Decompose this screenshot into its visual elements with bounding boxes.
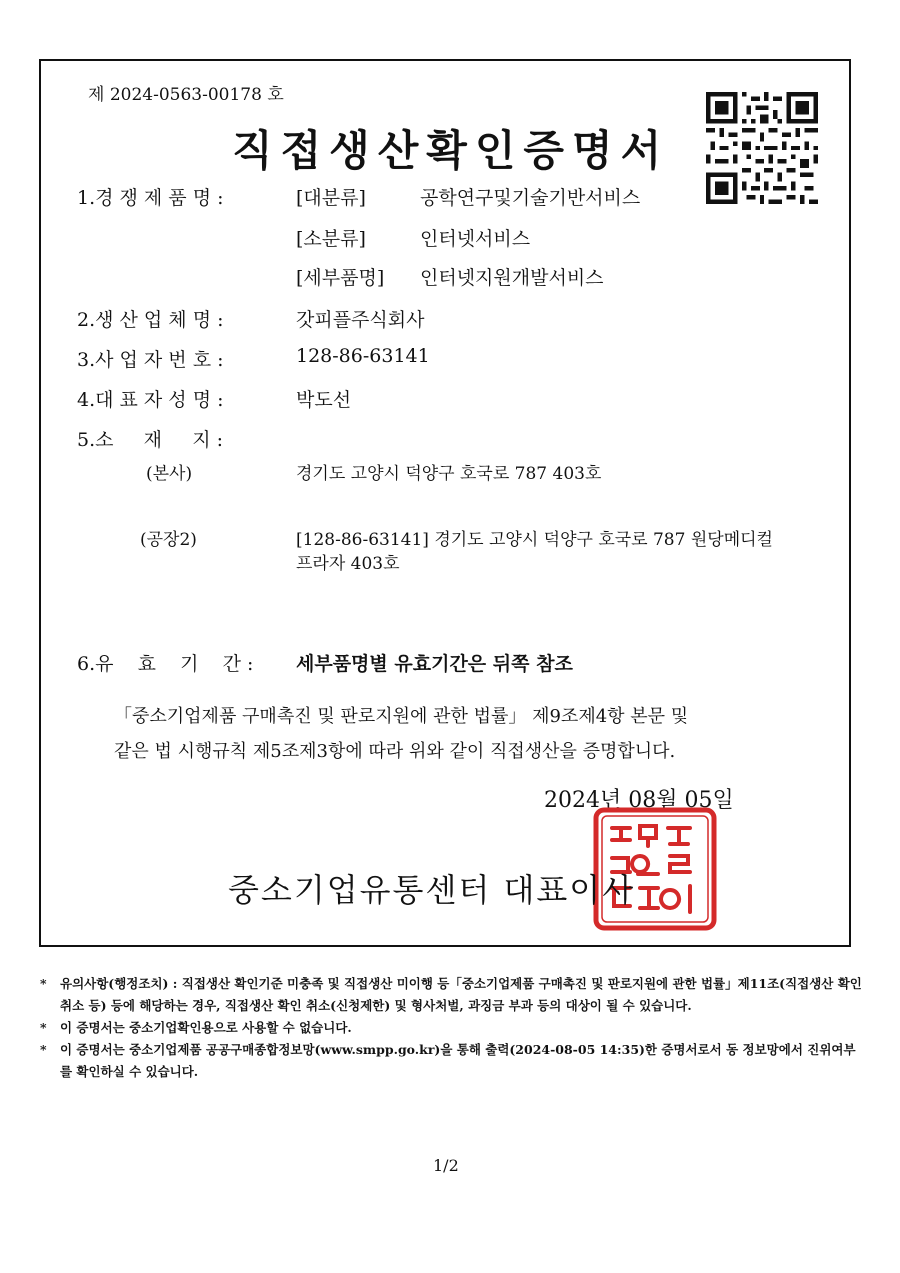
- validity-label: 6.유 효 기 간 :: [77, 653, 254, 675]
- statement-line-2: 같은 법 시행규칙 제5조제3항에 따라 위와 같이 직접생산을 증명합니다.: [114, 741, 676, 762]
- manufacturer-value: 갓피플주식회사: [296, 309, 425, 331]
- notes-section: [40, 973, 865, 1083]
- business-number-label: 3.사 업 자 번 호 :: [77, 349, 224, 371]
- factory-address-line2: 프라자 403호: [296, 554, 400, 574]
- minor-category-value: 인터넷서비스: [420, 228, 531, 250]
- qr-code-icon: [706, 92, 818, 204]
- factory-label: (공장2): [140, 530, 197, 550]
- major-category-tag: [대분류]: [296, 187, 366, 209]
- manufacturer-label: 2.생 산 업 체 명 :: [77, 309, 224, 331]
- note-text: 이 증명서는 중소기업확인용으로 사용할 수 없습니다.: [60, 1020, 352, 1035]
- note-item: [40, 1017, 865, 1039]
- detail-category-tag: [세부품명]: [296, 267, 385, 289]
- note-bullet: *: [40, 1042, 47, 1057]
- note-text: 유의사항(행정조치) : 직접생산 확인기준 미충족 및 직접생산 미이행 등「중소기업제품 구매촉진 및 판로지원에 관한 법률」제11조(직접생산 확인 취소 등) 등에 해당하는 경우, 직접생산 확인 취소(신청제한) 및 형사처벌, 과징금 부과 등의 대상이 될 수 있습니다.: [60, 976, 862, 1013]
- representative-value: 박도선: [296, 389, 352, 411]
- statement-line-1: 「중소기업제품 구매촉진 및 판로지원에 관한 법률」 제9조제4항 본문 및: [114, 706, 689, 727]
- note-text: 이 증명서는 중소기업제품 공공구매종합정보망(www.smpp.go.kr)을 통해 출력(2024-08-05 14:35)한 증명서로서 동 정보망에서 진위여부를 확인하실 수 있습니다.: [60, 1042, 856, 1079]
- issuer-name: 중소기업유통센터 대표이사: [228, 871, 636, 909]
- note-bullet: *: [40, 976, 47, 991]
- factory-address-line1: [128-86-63141] 경기도 고양시 덕양구 호국로 787 원당메디컬: [296, 530, 773, 550]
- certificate-number: 제 2024-0563-00178 호: [88, 85, 284, 105]
- location-label: 5.소 재 지 :: [77, 429, 224, 451]
- business-number-value: 128-86-63141: [296, 345, 430, 367]
- page-number: 1/2: [433, 1156, 459, 1175]
- note-item: [40, 973, 865, 1017]
- hq-address: 경기도 고양시 덕양구 호국로 787 403호: [296, 464, 602, 484]
- note-bullet: *: [40, 1020, 47, 1035]
- certificate-title: 직접생산확인증명서: [232, 126, 670, 175]
- validity-value: 세부품명별 유효기간은 뒤쪽 참조: [296, 653, 573, 675]
- hq-label: (본사): [146, 464, 193, 484]
- major-category-value: 공학연구및기술기반서비스: [420, 187, 641, 209]
- issue-date: 2024년 08월 05일: [544, 788, 734, 813]
- note-item: [40, 1039, 865, 1083]
- product-name-label: 1.경 쟁 제 품 명 :: [77, 187, 224, 209]
- minor-category-tag: [소분류]: [296, 228, 366, 250]
- representative-label: 4.대 표 자 성 명 :: [77, 389, 224, 411]
- detail-category-value: 인터넷지원개발서비스: [420, 267, 604, 289]
